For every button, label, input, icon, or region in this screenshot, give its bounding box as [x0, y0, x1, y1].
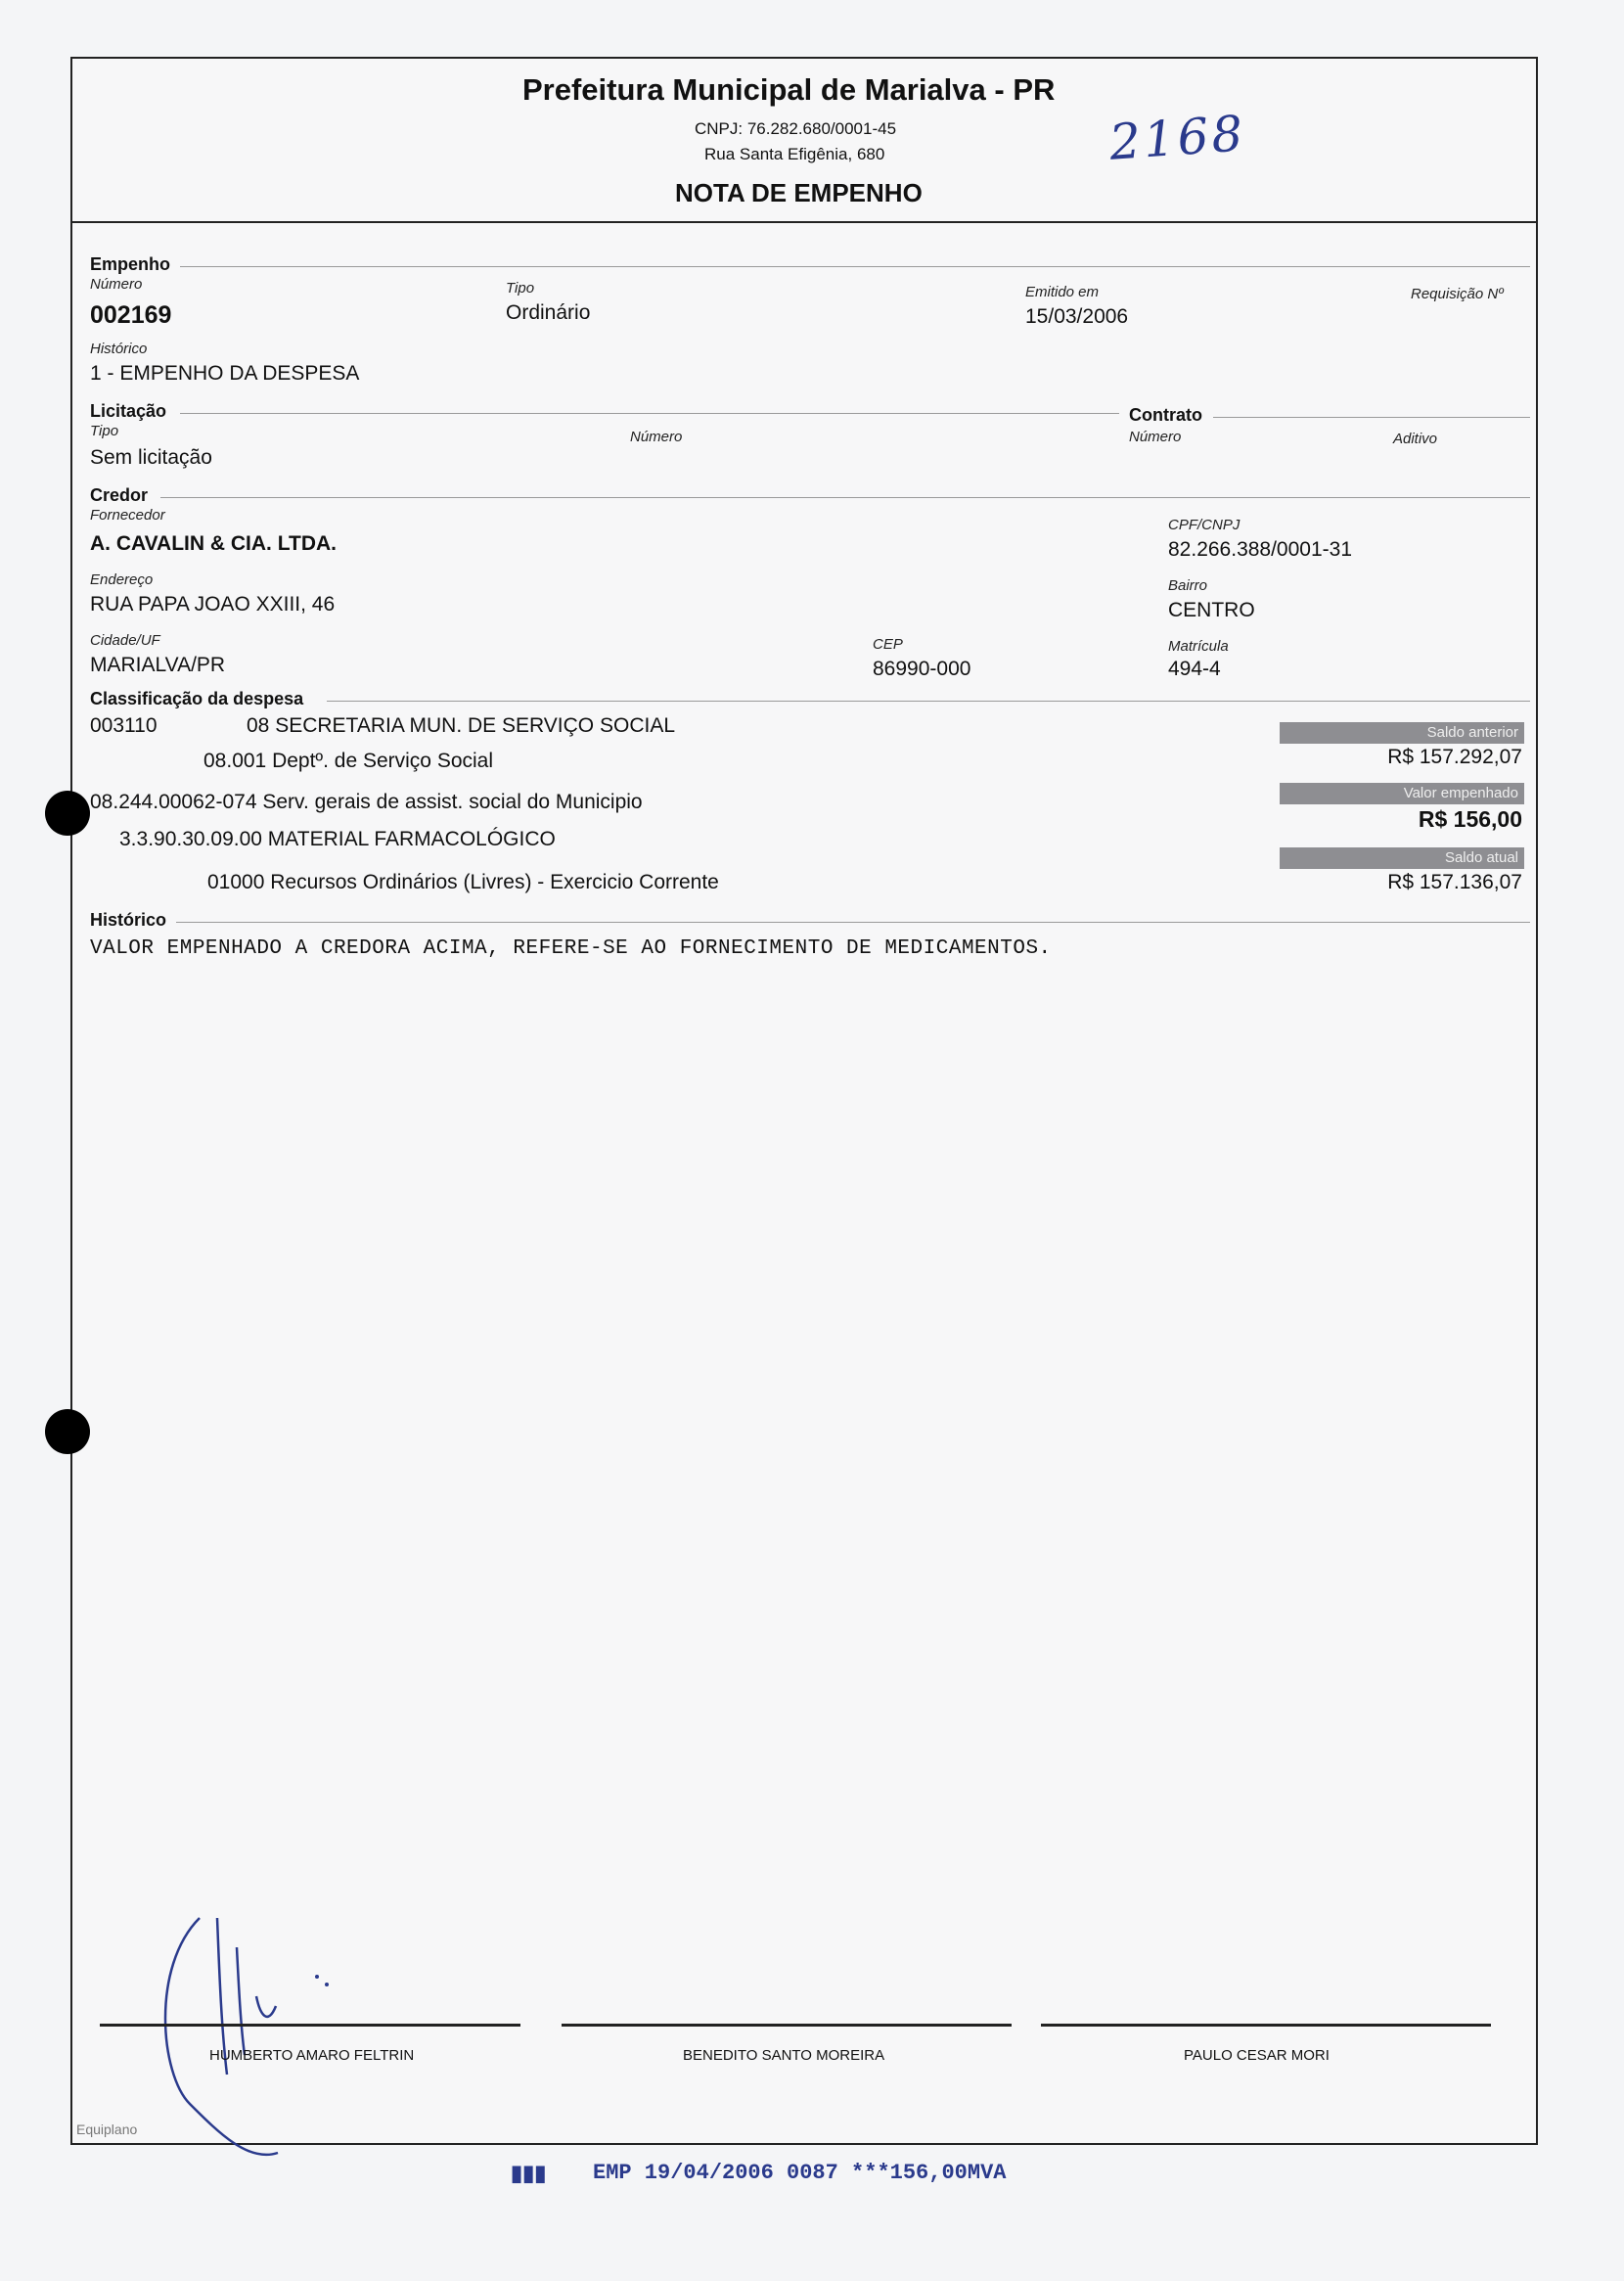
classificacao-line3: 08.244.00062-074 Serv. gerais de assist. social do Municipio: [90, 791, 643, 813]
cep-caption: CEP: [873, 636, 903, 653]
empenho-tipo: Ordinário: [506, 301, 591, 324]
document-frame: [70, 57, 1538, 2145]
historico-caption: Histórico: [90, 341, 148, 357]
contrato-aditivo-caption: Aditivo: [1393, 431, 1438, 447]
signature-name-3: PAULO CESAR MORI: [1184, 2047, 1330, 2064]
header-cnpj: CNPJ: 76.282.680/0001-45: [695, 119, 897, 138]
requisicao-caption: Requisição Nº: [1411, 286, 1504, 302]
credor-endereco: RUA PAPA JOAO XXIII, 46: [90, 593, 336, 616]
classificacao-code: 003110: [90, 714, 158, 737]
bairro-caption: Bairro: [1168, 577, 1208, 594]
section-contrato: Contrato: [1129, 405, 1202, 425]
licitacao-tipo-caption: Tipo: [90, 423, 119, 439]
contrato-numero-caption: Número: [1129, 429, 1182, 445]
header-address: Rua Santa Efigênia, 680: [704, 145, 885, 163]
section-rule: [180, 413, 1119, 414]
handwritten-number: 2168: [1107, 105, 1248, 171]
credor-bairro: CENTRO: [1168, 599, 1255, 621]
section-rule: [1213, 417, 1530, 418]
emitido-date: 15/03/2006: [1025, 305, 1129, 328]
section-historico: Histórico: [90, 910, 167, 930]
credor-cnpj: 82.266.388/0001-31: [1168, 538, 1353, 561]
valor-empenhado-label: Valor empenhado: [1280, 783, 1524, 804]
saldo-atual-value: R$ 157.136,07: [1387, 871, 1522, 893]
classificacao-line5: 01000 Recursos Ordinários (Livres) - Exercicio Corrente: [207, 871, 719, 893]
saldo-anterior-value: R$ 157.292,07: [1387, 746, 1522, 768]
matricula-caption: Matrícula: [1168, 638, 1229, 655]
section-classificacao: Classificação da despesa: [90, 689, 304, 708]
endereco-caption: Endereço: [90, 571, 154, 588]
valor-empenhado-value: R$ 156,00: [1418, 806, 1522, 832]
page-title: Prefeitura Municipal de Marialva - PR: [522, 72, 1056, 107]
fornecedor-caption: Fornecedor: [90, 507, 165, 524]
document-title: NOTA DE EMPENHO: [675, 178, 923, 207]
section-rule: [327, 701, 1530, 702]
licitacao-numero-caption: Número: [630, 429, 683, 445]
footer-brand: Equiplano: [76, 2121, 138, 2137]
classificacao-line2: 08.001 Deptº. de Serviço Social: [203, 750, 494, 772]
section-licitacao: Licitação: [90, 401, 167, 421]
punch-hole: [45, 1409, 90, 1454]
section-rule: [160, 497, 1530, 498]
stamp-icon: ▮▮▮: [511, 2161, 547, 2185]
signature-name-1: HUMBERTO AMARO FELTRIN: [209, 2047, 415, 2064]
empenho-number: 002169: [90, 301, 172, 329]
classificacao-line1: 08 SECRETARIA MUN. DE SERVIÇO SOCIAL: [247, 714, 676, 737]
fornecedor-name: A. CAVALIN & CIA. LTDA.: [90, 532, 337, 555]
classificacao-line4: 3.3.90.30.09.00 MATERIAL FARMACOLÓGICO: [119, 828, 556, 850]
licitacao-tipo: Sem licitação: [90, 446, 212, 469]
saldo-atual-label: Saldo atual: [1280, 847, 1524, 869]
saldo-anterior-label: Saldo anterior: [1280, 722, 1524, 744]
historico-text: VALOR EMPENHADO A CREDORA ACIMA, REFERE-SE AO FORNECIMENTO DE MEDICAMENTOS.: [90, 937, 1052, 960]
numero-caption: Número: [90, 276, 143, 293]
cnpj-caption: CPF/CNPJ: [1168, 517, 1241, 533]
signature-line: [1041, 2024, 1491, 2027]
header-divider: [72, 221, 1536, 223]
section-rule: [180, 266, 1530, 267]
signature-line: [100, 2024, 520, 2027]
footer-stamp: EMP 19/04/2006 0087 ***156,00MVA: [593, 2161, 1007, 2185]
tipo-caption: Tipo: [506, 280, 535, 297]
credor-cidade: MARIALVA/PR: [90, 654, 226, 676]
punch-hole: [45, 791, 90, 836]
credor-cep: 86990-000: [873, 658, 971, 680]
signature-scribble: [131, 1908, 385, 2163]
signature-line: [562, 2024, 1012, 2027]
empenho-historico: 1 - EMPENHO DA DESPESA: [90, 362, 360, 385]
credor-matricula: 494-4: [1168, 658, 1221, 680]
cidade-caption: Cidade/UF: [90, 632, 160, 649]
signature-name-2: BENEDITO SANTO MOREIRA: [683, 2047, 885, 2064]
emitido-caption: Emitido em: [1025, 284, 1100, 300]
section-credor: Credor: [90, 485, 149, 505]
section-empenho: Empenho: [90, 254, 171, 274]
section-rule: [176, 922, 1530, 923]
